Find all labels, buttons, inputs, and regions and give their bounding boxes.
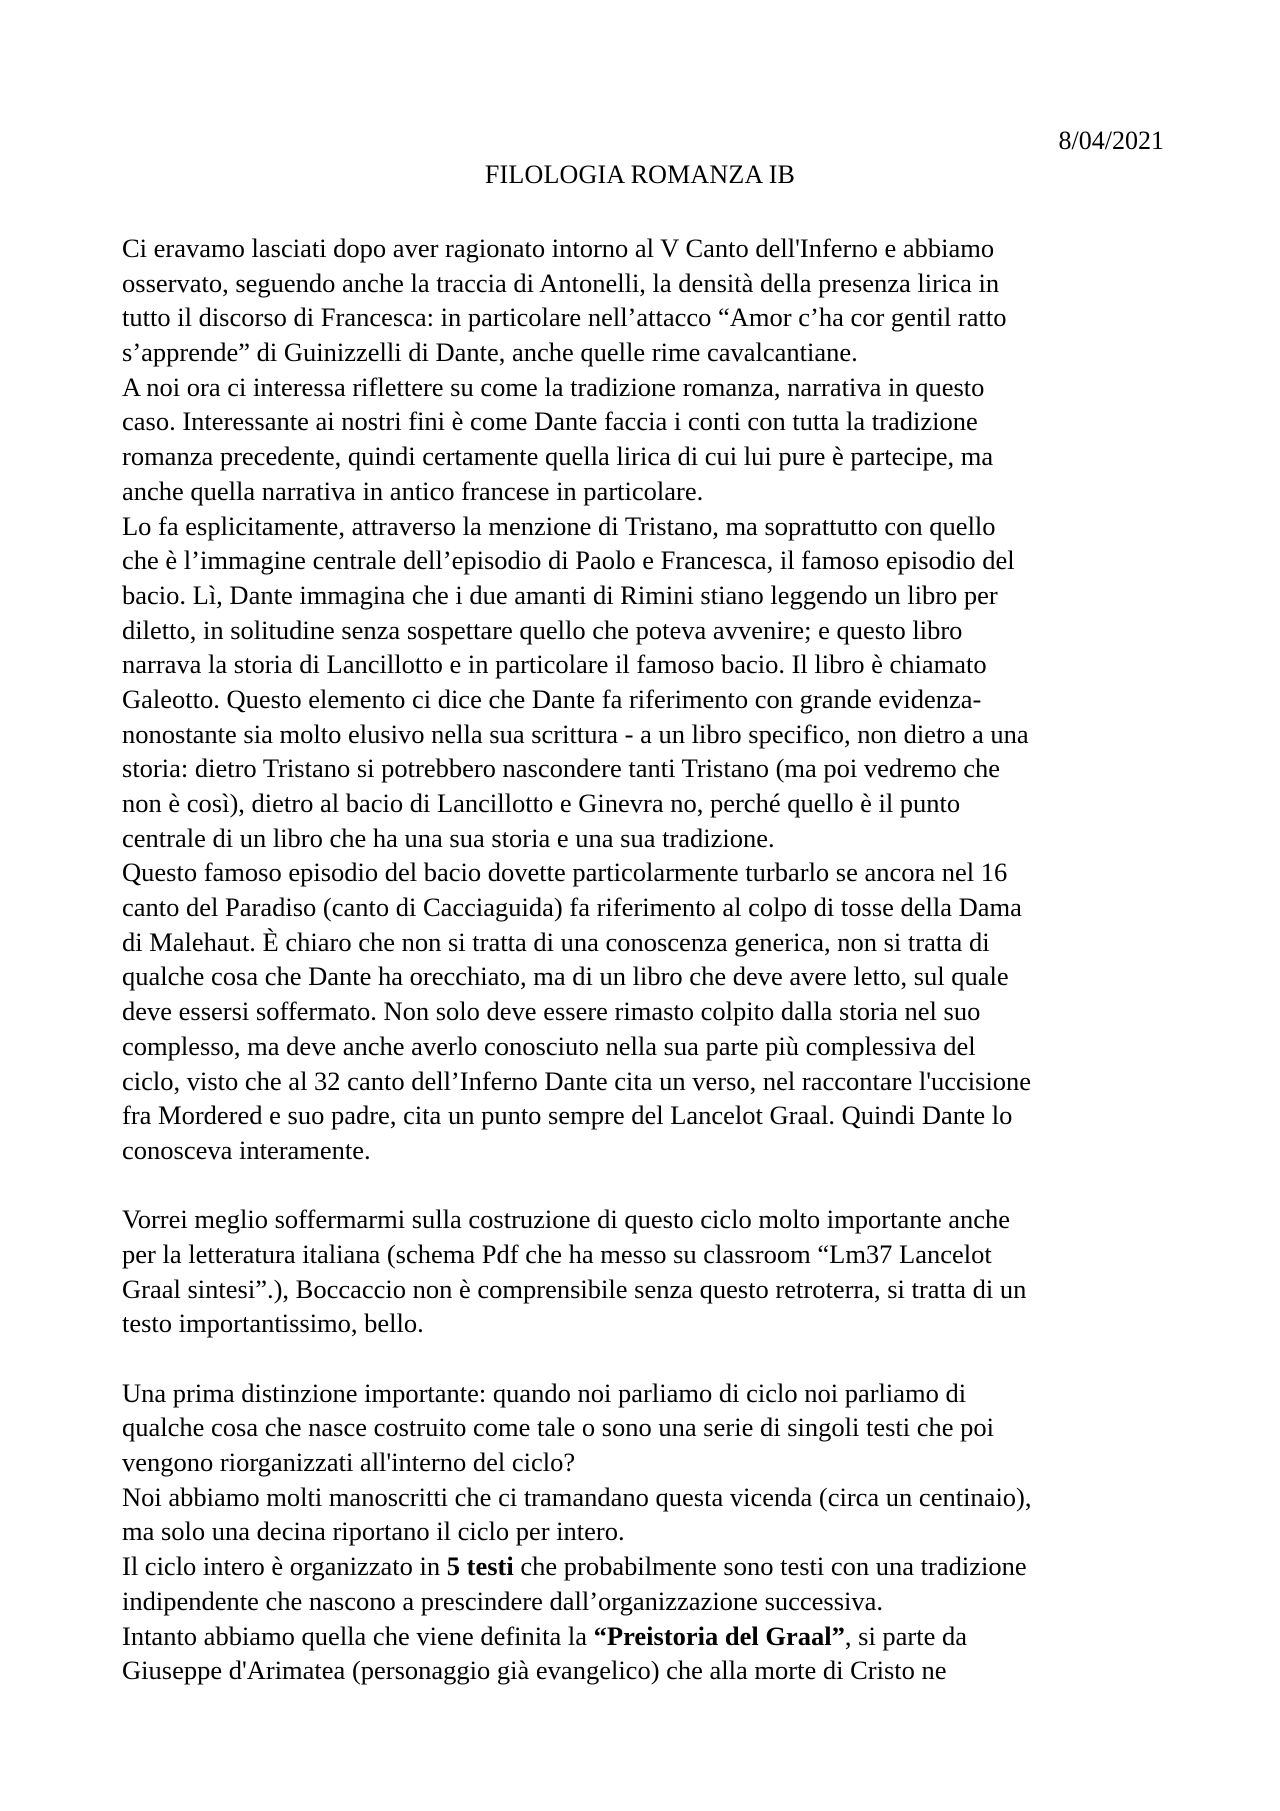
text-line <box>122 890 1167 925</box>
text-line <box>122 751 1167 786</box>
text-segment: Una prima distinzione importante: quando noi parliamo di ciclo noi parliamo di <box>122 1377 967 1408</box>
text-segment: Graal sintesi”.), Boccaccio non è comprensibile senza questo retroterra, si tratta di un <box>122 1273 1027 1304</box>
text-segment: di Malehaut. È chiaro che non si tratta di una conoscenza generica, non si tratta di <box>122 926 990 957</box>
text-segment: s’apprende” di Guinizzelli di Dante, anche quelle rime cavalcantiane. <box>122 337 858 368</box>
text-segment: qualche cosa che nasce costruito come tale o sono una serie di singoli testi che poi <box>122 1412 995 1443</box>
text-segment: indipendente che nascono a prescindere dall’organizzazione successiva. <box>122 1585 884 1616</box>
text-line <box>122 404 1167 439</box>
text-line <box>122 1549 1167 1584</box>
text-segment: fra Mordered e suo padre, cita un punto sempre del Lancelot Graal. Quindi Dante lo <box>122 1100 1013 1131</box>
text-line <box>122 1584 1167 1619</box>
text-line <box>122 925 1167 960</box>
text-segment: canto del Paradiso (canto di Cacciaguida) fa riferimento al colpo di tosse della Dama <box>122 892 1022 923</box>
text-line <box>122 1376 1167 1411</box>
paragraph-break <box>122 1341 1167 1376</box>
text-segment: vengono riorganizzati all'interno del ciclo? <box>122 1447 576 1478</box>
text-segment: qualche cosa che Dante ha orecchiato, ma di un libro che deve avere letto, sul quale <box>122 961 1009 992</box>
text-segment: ciclo, visto che al 32 canto dell’Inferno Dante cita un verso, nel raccontare l'uccisione <box>122 1065 1032 1096</box>
text-line <box>122 543 1167 578</box>
text-line <box>122 231 1167 266</box>
text-line <box>122 509 1167 544</box>
text-segment: Noi abbiamo molti manoscritti che ci tramandano questa vicenda (circa un centinaio), <box>122 1481 1032 1512</box>
text-segment: deve essersi soffermato. Non solo deve essere rimasto colpito dalla storia nel suo <box>122 996 981 1027</box>
text-line <box>122 335 1167 370</box>
text-line <box>122 1029 1167 1064</box>
text-line <box>122 1064 1167 1099</box>
text-segment: conosceva interamente. <box>122 1134 371 1165</box>
text-segment: anche quella narrativa in antico francese in particolare. <box>122 475 704 506</box>
text-line <box>122 613 1167 648</box>
text-segment: osservato, seguendo anche la traccia di Antonelli, la densità della presenza lirica in <box>122 267 1000 298</box>
text-line <box>122 1098 1167 1133</box>
text-segment: ma solo una decina riportano il ciclo per intero. <box>122 1516 625 1547</box>
text-segment: testo importantissimo, bello. <box>122 1308 424 1339</box>
document-date: 8/04/2021 <box>1058 126 1164 155</box>
text-line <box>122 1445 1167 1480</box>
text-line <box>122 1619 1167 1654</box>
text-segment: per la letteratura italiana (schema Pdf che ha messo su classroom “Lm37 Lancelot <box>122 1238 992 1269</box>
text-line <box>122 855 1167 890</box>
text-line <box>122 1410 1167 1445</box>
text-segment: Lo fa esplicitamente, attraverso la menzione di Tristano, ma soprattutto con quello <box>122 510 996 541</box>
text-segment: Galeotto. Questo elemento ci dice che Dante fa riferimento con grande evidenza- <box>122 683 982 714</box>
text-line <box>122 370 1167 405</box>
text-segment: Il ciclo intero è organizzato in <box>122 1551 447 1582</box>
text-segment: bacio. Lì, Dante immagina che i due amanti di Rimini stiano leggendo un libro per <box>122 579 998 610</box>
text-segment: caso. Interessante ai nostri fini è come Dante faccia i conti con tutta la tradizione <box>122 406 978 437</box>
text-line <box>122 300 1167 335</box>
text-segment: romanza precedente, quindi certamente quella lirica di cui lui pure è partecipe, ma <box>122 441 994 472</box>
text-segment: che è l’immagine centrale dell’episodio di Paolo e Francesca, il famoso episodio del <box>122 545 1015 576</box>
text-line <box>122 682 1167 717</box>
paragraph-break <box>122 1168 1167 1203</box>
bold-text: 5 testi <box>446 1551 514 1582</box>
text-line <box>122 786 1167 821</box>
text-line <box>122 1133 1167 1168</box>
text-segment: A noi ora ci interessa riflettere su come la tradizione romanza, narrativa in questo <box>122 371 985 402</box>
text-line <box>122 1237 1167 1272</box>
text-line <box>122 1653 1167 1688</box>
text-segment: Ci eravamo lasciati dopo aver ragionato intorno al V Canto dell'Inferno e abbiamo <box>122 233 995 263</box>
text-line <box>122 439 1167 474</box>
document-title: FILOLOGIA ROMANZA IB <box>484 160 796 189</box>
text-line <box>122 1202 1167 1237</box>
text-segment: Vorrei meglio soffermarmi sulla costruzione di questo ciclo molto importante anche <box>122 1204 1011 1235</box>
text-segment: non è così), dietro al bacio di Lancillotto e Ginevra no, perché quello è il punto <box>122 788 961 818</box>
text-line <box>122 717 1167 752</box>
text-segment: narrava la storia di Lancillotto e in particolare il famoso bacio. Il libro è chiamato <box>122 649 987 680</box>
text-line <box>122 1272 1167 1307</box>
text-line <box>122 647 1167 682</box>
text-segment: complesso, ma deve anche averlo conosciuto nella sua parte più complessiva del <box>122 1030 976 1061</box>
text-line <box>122 1514 1167 1549</box>
text-segment: storia: dietro Tristano si potrebbero nascondere tanti Tristano (ma poi vedremo che <box>122 753 1001 784</box>
text-line <box>122 1306 1167 1341</box>
text-line <box>122 959 1167 994</box>
text-segment: Giuseppe d'Arimatea (personaggio già evangelico) che alla morte di Cristo ne <box>122 1655 947 1686</box>
bold-text: “Preistoria del Graal” <box>593 1620 845 1651</box>
text-line <box>122 578 1167 613</box>
text-segment: che probabilmente sono testi con una tradizione <box>513 1551 1027 1582</box>
document-body <box>122 231 1167 1688</box>
text-segment: Questo famoso episodio del bacio dovette particolarmente turbarlo se ancora nel 16 <box>122 857 1008 888</box>
text-line <box>122 474 1167 509</box>
text-segment: centrale di un libro che ha una sua storia e una sua tradizione. <box>122 822 775 853</box>
text-line <box>122 1480 1167 1515</box>
text-segment: diletto, in solitudine senza sospettare quello che poteva avvenire; e questo libro <box>122 614 963 645</box>
text-line <box>122 821 1167 856</box>
text-segment: nonostante sia molto elusivo nella sua scrittura - a un libro specifico, non dietro a una <box>122 718 1029 749</box>
text-segment: Intanto abbiamo quella che viene definita la <box>122 1620 594 1651</box>
text-segment: , si parte da <box>844 1620 968 1651</box>
text-line <box>122 994 1167 1029</box>
text-segment: tutto il discorso di Francesca: in particolare nell’attacco “Amor c’ha cor gentil ratto <box>122 302 1007 333</box>
text-line <box>122 266 1167 301</box>
